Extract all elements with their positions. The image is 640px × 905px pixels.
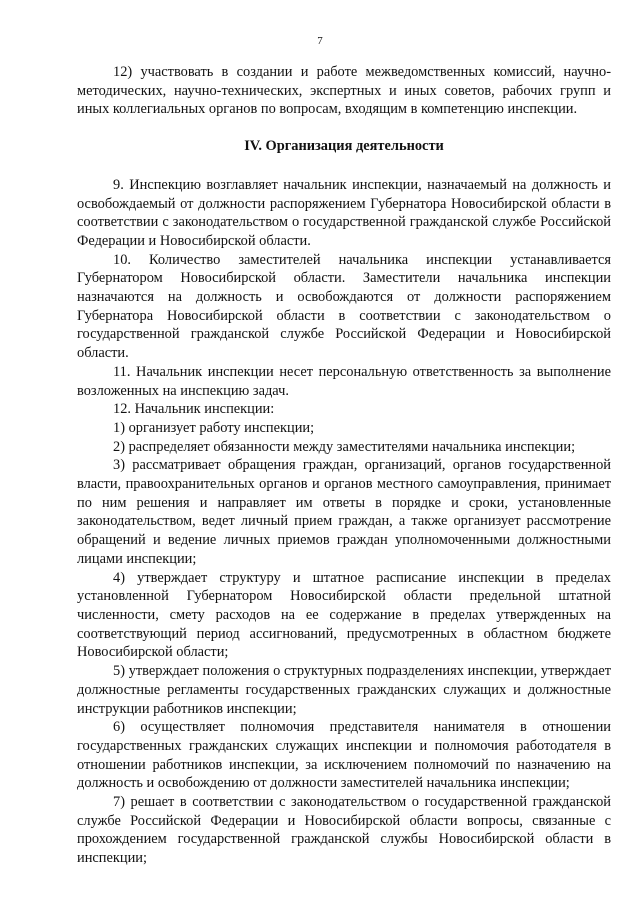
list-item-6: 6) осуществляет полномочия представителя нанимателя в отношении государственных гражданских служащих инспекции и полномочия работодателя в отношении работников инспекции, за исключением полномочий по назначению на должность и освобождению от должности заместителей начальника инспекции; <box>77 719 611 792</box>
list-item-5: 5) утверждает положения о структурных подразделениях инспекции, утверждает должностные регламенты государственных гражданских служащих и должностные инструкции работников инспекции; <box>77 663 611 717</box>
page-number: 7 <box>317 35 323 47</box>
document-body <box>77 63 611 868</box>
paragraph-12: 12. Начальник инспекции: <box>113 401 275 418</box>
paragraph-9: 9. Инспекцию возглавляет начальник инспекции, назначаемый на должность и освобождаемый от должности распоряжением Губернатора Новосибирской области в соответствии с законодательством о государственной гражданской службе Российской Федерации и Новосибирской области. <box>77 176 611 249</box>
paragraph-10: 10. Количество заместителей начальника инспекции устанавливается Губернатором Новосибирской области. Заместители начальника инспекции назначаются на должность и освобождаются от должности распоряжением Губернатора Новосибирской области в соответствии с законодательством о государственной гражданской службе Российской Федерации и Новосибирской области. <box>77 251 611 362</box>
section-heading: IV. Организация деятельности <box>244 138 444 155</box>
list-item-3: 3) рассматривает обращения граждан, организаций, органов государственной власти, правоохранительных органов и органов местного самоуправления, принимает по ним решения и направляет им ответы в порядке и сроки, установленные законодательством, ведет личный прием граждан, а также организует рассмотрение обращений и ведение личных приемов граждан уполномоченными должностными лицами инспекции; <box>77 457 611 567</box>
paragraph-11: 11. Начальник инспекции несет персональную ответственность за выполнение возложенных на инспекцию задач. <box>77 363 611 399</box>
list-item-4: 4) утверждает структуру и штатное расписание инспекции в пределах установленной Губернатором Новосибирской области предельной штатной численности, смету расходов на ее содержание в пределах утвержденных на соответствующий период ассигнований, предусмотренных в областном бюджете Новосибирской области; <box>77 569 611 661</box>
paragraph-item-12-participation: 12) участвовать в создании и работе межведомственных комиссий, научно-методических, научно-технических, экспертных и иных советов, рабочих групп и иных коллегиальных органов по вопросам, входящим в компетенцию инспекции. <box>77 64 611 118</box>
list-item-2: 2) распределяет обязанности между заместителями начальника инспекции; <box>113 438 576 455</box>
list-item-7: 7) решает в соответствии с законодательством о государственной гражданской службе Российской Федерации и Новосибирской области вопросы, связанные с прохождением государственной гражданской службы Новосибирской области в инспекции; <box>77 794 611 867</box>
list-item-1: 1) организует работу инспекции; <box>113 419 315 436</box>
